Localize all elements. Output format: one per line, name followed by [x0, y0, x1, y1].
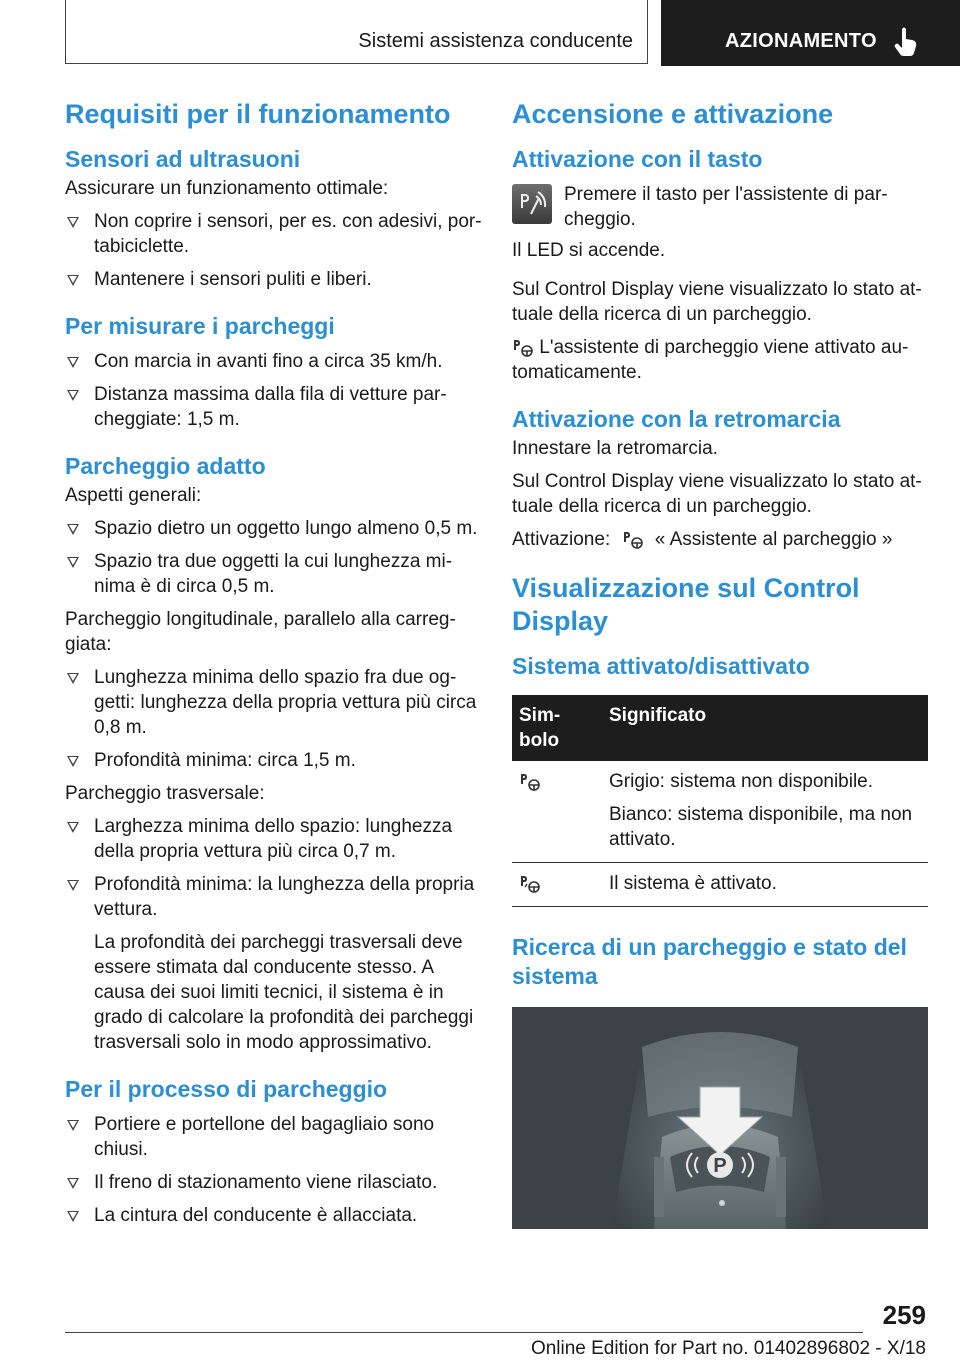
heading-requirements: Requisiti per il funzionamento — [65, 99, 451, 129]
list-item: Con marcia in avanti fino a circa 35 km/h. — [65, 349, 485, 374]
page-header — [0, 0, 960, 66]
heading-search-status: Ricerca di un parcheggio e stato del sistema — [512, 934, 907, 989]
triangle-bullet-icon — [67, 557, 79, 568]
led-text: Il LED si accende. — [512, 240, 666, 261]
activation-path: Attivazione: « Assistente al parcheggio » — [512, 529, 893, 550]
triangle-bullet-icon — [67, 275, 79, 286]
list-item: Profondità minima: circa 1,5 m. — [65, 748, 485, 773]
triangle-bullet-icon — [67, 217, 79, 228]
heading-control-display: Visualizzazione sul Control Display — [512, 573, 860, 636]
ultrasonic-list — [65, 209, 485, 292]
heading-switch-on: Accensione e attivazione — [512, 99, 834, 129]
parking-search-illustration — [512, 1007, 928, 1229]
right-column — [512, 98, 928, 1229]
longitudinal-list — [65, 665, 485, 773]
table-row — [512, 863, 928, 907]
header-section-box — [65, 0, 648, 64]
key-instruction: Premere il tasto per l'assistente di par-cheggio. — [512, 182, 928, 232]
heading-system-state: Sistema attivato/disattivato — [512, 653, 810, 679]
park-assist-symbol-icon — [622, 531, 644, 549]
transversal-intro: Parcheggio trasversale: — [65, 783, 265, 804]
triangle-bullet-icon — [67, 390, 79, 401]
transversal-note: La profondità dei parcheggi trasversali deve essere stimata dal conducente stesso. A causa dei suoi limiti tecnici, il sistema è in grado di calcolare la profondità dei parcheggi trasversali solo in modo approssimativo. — [94, 932, 474, 1053]
triangle-bullet-icon — [67, 1120, 79, 1131]
triangle-bullet-icon — [67, 822, 79, 833]
footer-divider — [65, 1332, 863, 1333]
meaning-active: Il sistema è attivato. — [609, 873, 777, 894]
list-item: Mantenere i sensori puliti e liberi. — [65, 267, 485, 292]
heading-ultrasonic-sensors: Sensori ad ultrasuoni — [65, 146, 301, 172]
triangle-bullet-icon — [67, 756, 79, 767]
list-item: La cintura del conducente è allacciata. — [65, 1203, 485, 1228]
meaning-grey: Grigio: sistema non disponibile. — [609, 771, 874, 792]
reverse-text: Innestare la retromarcia. — [512, 438, 718, 459]
reverse-display-text: Sul Control Display viene visualizzato lo stato at-tuale della ricerca di un parcheggio. — [512, 471, 922, 517]
measuring-list — [65, 349, 485, 432]
triangle-bullet-icon — [67, 357, 79, 368]
footer-edition: Online Edition for Part no. 01402896802 - X/18 — [530, 1338, 926, 1359]
heading-measuring-spaces: Per misurare i parcheggi — [65, 313, 335, 339]
heading-reverse-activation: Attivazione con la retromarcia — [512, 406, 841, 432]
transversal-list — [65, 814, 485, 922]
list-item: Non coprire i sensori, per es. con adesivi, por-tabiciclette. — [65, 209, 485, 259]
page-number: 259 — [882, 1300, 926, 1330]
header-section-title: Sistemi assistenza conducente — [358, 30, 633, 52]
list-item: Spazio tra due oggetti la cui lunghezza mi-nima è di circa 0,5 m. — [65, 549, 485, 599]
list-item: Lunghezza minima dello spazio fra due og-getti: lunghezza della propria vettura più circa 0,8 m. — [65, 665, 485, 740]
park-assist-symbol-icon — [512, 339, 534, 357]
left-column — [65, 98, 485, 1228]
park-assist-active-symbol-icon — [519, 875, 541, 893]
meaning-white: Bianco: sistema disponibile, ma non attivato. — [609, 804, 913, 850]
list-item: Il freno di stazionamento viene rilasciato. — [65, 1170, 485, 1195]
triangle-bullet-icon — [67, 673, 79, 684]
table-header-symbol: Sim-bolo — [512, 695, 602, 761]
list-item: Spazio dietro un oggetto lungo almeno 0,5 m. — [65, 516, 485, 541]
list-item: Larghezza minima dello spazio: lunghezza della propria vettura più circa 0,7 m. — [65, 814, 485, 864]
park-assist-symbol-icon — [519, 773, 541, 791]
ultrasonic-intro: Assicurare un funzionamento ottimale: — [65, 178, 389, 199]
heading-parking-process: Per il processo di parcheggio — [65, 1076, 388, 1102]
display-text: Sul Control Display viene visualizzato lo stato at-tuale della ricerca di un parcheggio. — [512, 279, 922, 325]
parking-process-list — [65, 1112, 485, 1228]
pointing-hand-icon — [894, 26, 920, 56]
auto-activation-text: L'assistente di parcheggio viene attivato au-tomaticamente. — [512, 337, 909, 383]
suitable-list — [65, 516, 485, 599]
list-item: Profondità minima: la lunghezza della propria vettura. — [65, 872, 485, 922]
table-header-meaning: Significato — [602, 695, 928, 761]
list-item: Distanza massima dalla fila di vetture par-cheggiate: 1,5 m. — [65, 382, 485, 432]
parking-p-label: P — [713, 1155, 727, 1177]
header-chapter-title: AZIONAMENTO — [725, 30, 877, 52]
triangle-bullet-icon — [67, 1211, 79, 1222]
triangle-bullet-icon — [67, 1178, 79, 1189]
triangle-bullet-icon — [67, 524, 79, 535]
longitudinal-intro: Parcheggio longitudinale, parallelo alla carreg-giata: — [65, 609, 456, 655]
suitable-intro: Aspetti generali: — [65, 485, 202, 506]
park-assist-button-icon — [512, 184, 552, 224]
table-row — [512, 761, 928, 863]
list-item: Portiere e portellone del bagagliaio sono chiusi. — [65, 1112, 485, 1162]
header-chapter-tab — [661, 0, 960, 66]
triangle-bullet-icon — [67, 880, 79, 891]
symbol-table — [512, 695, 928, 907]
heading-suitable-space: Parcheggio adatto — [65, 453, 266, 479]
heading-activation-button: Attivazione con il tasto — [512, 146, 763, 172]
